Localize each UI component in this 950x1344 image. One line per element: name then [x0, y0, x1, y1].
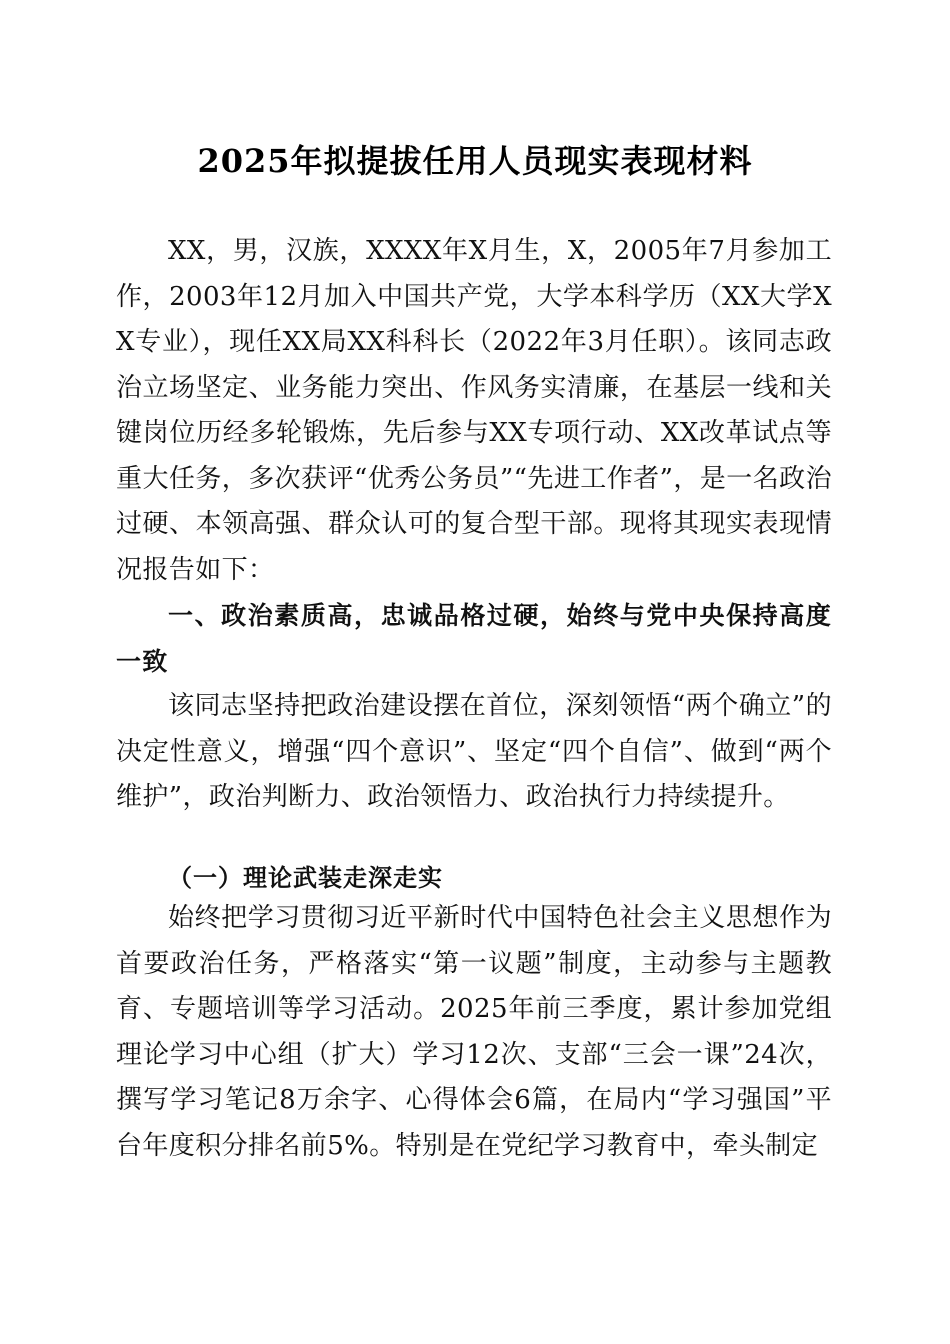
subsection-1-paragraph: 始终把学习贯彻习近平新时代中国特色社会主义思想作为首要政治任务，严格落实“第一议题”制度，主动参与主题教育、专题培训等学习活动。2025年前三季度，累计参加党组理论学习中心组（扩大）学习12次、支部“三会一课”24次，撰写学习笔记8万余字、心得体会6篇，在局内“学习强国”平台年度积分排名前5%。特别是在党纪学习教育中，牵头制定 — [116, 903, 832, 1161]
intro-paragraph: XX，男，汉族，XXXX年X月生，X，2005年7月参加工作，2003年12月加入中国共产党，大学本科学历（XX大学XX专业），现任XX局XX科科长（2022年3月任职）。该同志政治立场坚定、业务能力突出、作风务实清廉，在基层一线和关键岗位历经多轮锻炼，先后参与XX专项行动、XX改革试点等重大任务，多次获评“优秀公务员”“先进工作者”，是一名政治过硬、本领高强、群众认可的复合型干部。现将其现实表现情况报告如下： — [116, 236, 832, 585]
section-1-paragraph: 该同志坚持把政治建设摆在首位，深刻领悟“两个确立”的决定性意义，增强“四个意识”、坚定“四个自信”、做到“两个维护”，政治判断力、政治领悟力、政治执行力持续提升。 — [116, 691, 832, 812]
subsection-1-heading: （一）理论武装走深走实 — [168, 863, 443, 892]
subsection-1 — [116, 855, 832, 901]
intro-section — [116, 229, 832, 593]
subsection-1-body — [116, 896, 832, 1169]
section-1-heading: 一、政治素质高，忠诚品格过硬，始终与党中央保持高度一致 — [116, 601, 832, 676]
section-1-body — [116, 684, 832, 821]
section-1 — [116, 593, 832, 684]
document-title: 2025年拟提拔任用人员现实表现材料 — [197, 142, 753, 180]
